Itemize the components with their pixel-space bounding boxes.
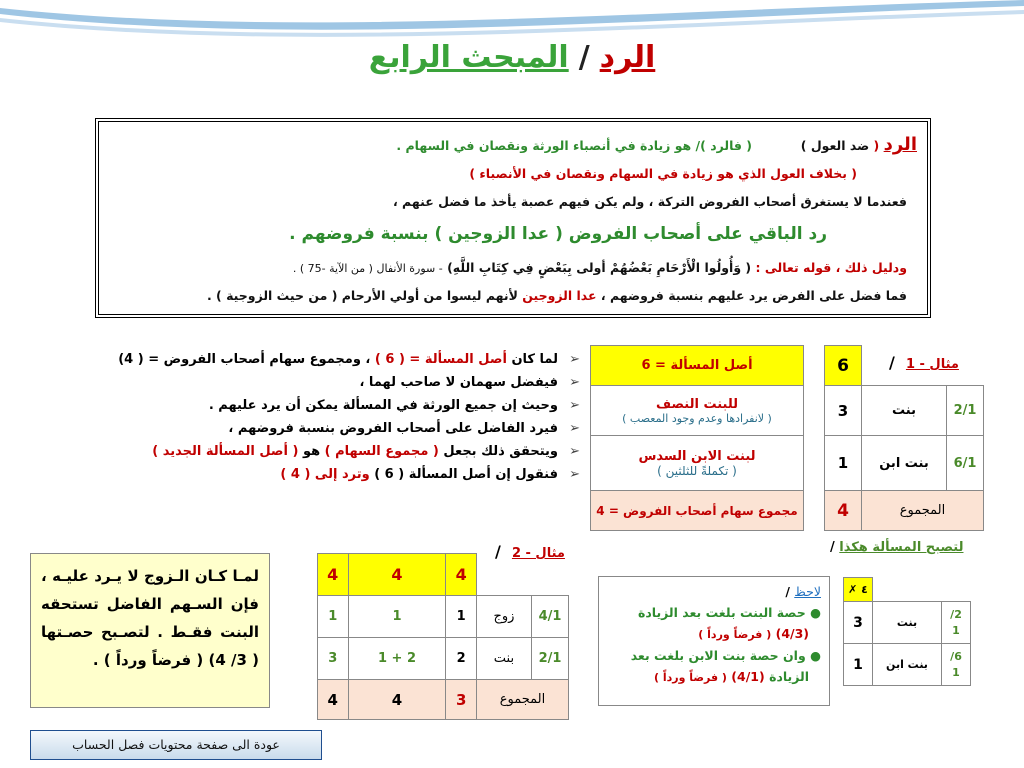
example2-table: 4 4 4 4/1 زوج 1 1 1 2/1 بنت 2 2 + 1 3 المجموع 3 4 4 xyxy=(317,553,569,720)
explanation-table: أصل المسألة = 6 للبنت النصف ( لانفرادها وعدم وجود المعصب ) لبنت الابن السدس ( تكملةً للثلثين ) مجموع سهام أصحاب الفروض = 4 xyxy=(590,345,804,531)
example1-frac: 6/1 xyxy=(947,436,984,491)
definition-line-5: ودليل ذلك ، قوله تعالى : ( وَأُولُوا الْأَرْحَامِ بَعْضُهُمْ أولى بِبَعْضٍ فِي كِتَابِ اللَّهِ) - سورة الأنفال ( من الآية -75 ) . xyxy=(292,260,907,275)
definition-line-4: رد الباقي على أصحاب الفروض ( عدا الزوجين ) بنسبة فروضهم . xyxy=(289,224,827,244)
bullet-item: ➢ فنقول إن أصل المسألة ( 6 ) وترد إلى ( 4 ) xyxy=(280,467,580,482)
example1-share: 1 xyxy=(825,436,862,491)
title-part-radd: الرد xyxy=(599,40,656,75)
example2-label: مثال - 2 / xyxy=(495,542,565,561)
title-part-mabhath: المبحث الرابع xyxy=(368,40,569,75)
example1-heir: بنت ابن xyxy=(862,436,947,491)
bullet-item: ➢ لما كان أصل المسألة = ( 6 ) ، ومجموع سهام أصحاب الفروض = ( 4) xyxy=(118,352,580,367)
result-base: ٤ ✗ xyxy=(844,578,873,602)
definition-line-3: فعندما لا يستغرق أصحاب الفروض التركة ، ولم يكن فيهم عصبة يأخذ ما فضل عنهم ، xyxy=(392,194,907,209)
example1-label: مثال - 1 / xyxy=(889,353,959,372)
result-table: ٤ ✗ 2/ 1 بنت 3 6/ 1 بنت ابن 1 xyxy=(843,577,971,686)
explain-base: أصل المسألة = 6 xyxy=(591,346,804,386)
explanation-bullets xyxy=(40,348,580,486)
note-box: لاحظ / ● حصة البنت بلغت بعد الزيادة (4/3) ( فرضاً ورداً ) ● وان حصة بنت الابن بلغت بعد الزيادة (4/1) ( فرضاً ورداً ) xyxy=(598,576,830,706)
example1-base: 6 xyxy=(825,346,862,386)
result-label: لتصبح المسألة هكذا / xyxy=(830,540,964,555)
side-note: لمـا كـان الـزوج لا يـرد عليـه ، فإن السـهم الفاضل تستحقه البنت فقـط . لتصـبح حصـتها ( 3/ 4) ( فرضاً ورداً ) . xyxy=(30,553,270,708)
page-title xyxy=(0,40,1024,75)
bullet-item: ➢ وحيث إن جميع الورثة في المسألة يمكن أن يرد عليهم . xyxy=(208,398,580,413)
back-to-contents-button[interactable]: عودة الى صفحة محتويات فصل الحساب xyxy=(30,730,322,760)
definition-box xyxy=(95,118,931,318)
example1-frac: 2/1 xyxy=(947,386,984,436)
bullet-item: ➢ فيرد الفاضل على أصحاب الفروض بنسبة فروضهم ، xyxy=(228,421,580,436)
definition-line-6: فما فضل على الفرض يرد عليهم بنسبة فروضهم ، عدا الزوجين لأنهم ليسوا من أولي الأرحام ( من حيث الزوجية ) . xyxy=(206,288,907,303)
example1-heir: بنت xyxy=(862,386,947,436)
definition-line-1: الرد ( ضد العول ) ( فالرد )/ هو زيادة في أنصباء الورثة ونقصان في السهام . xyxy=(396,134,917,155)
bullet-item: ➢ فيفضل سهمان لا صاحب لهما ، xyxy=(359,375,580,390)
explain-total: مجموع سهام أصحاب الفروض = 4 xyxy=(591,491,804,531)
bullet-item: ➢ ويتحقق ذلك بجعل ( مجموع السهام ) هو ( أصل المسألة الجديد ) xyxy=(152,444,580,459)
example1-total: 4 xyxy=(825,491,862,531)
title-separator: / xyxy=(578,40,590,75)
definition-term: الرد xyxy=(883,134,917,155)
definition-line-2: ( بخلاف العول الذي هو زيادة في السهام ونقصان في الأنصباء ) xyxy=(469,166,857,181)
example1-share: 3 xyxy=(825,386,862,436)
example1-table xyxy=(824,345,984,531)
example1-total-label: المجموع xyxy=(862,491,984,531)
